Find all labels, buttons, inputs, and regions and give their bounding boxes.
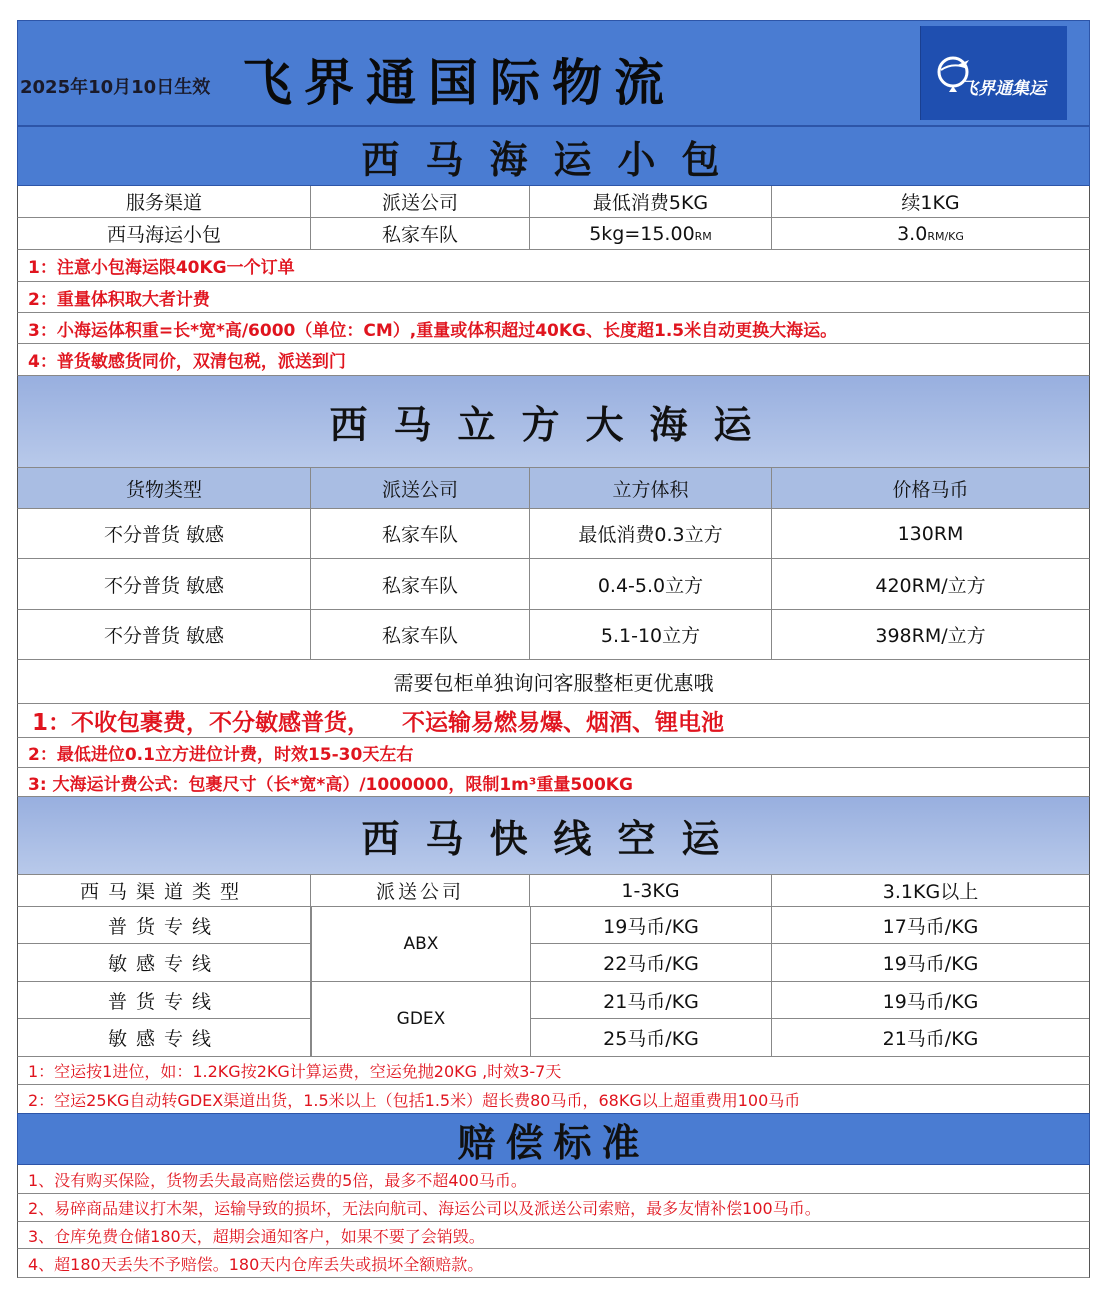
company-cell: 私家车队 [311,218,530,249]
table-row [17,559,1090,610]
logo [920,26,1067,120]
company-cell: 私家车队 [311,610,530,659]
compensation-title: 赔偿标准 [457,1120,650,1165]
volume-cell: 最低消费0.3立方 [530,509,772,558]
company-cell-gdex [311,982,530,1056]
price-1-3kg-cell: 21马币/KG [530,982,772,1018]
compensation-note: 3、仓库免费仓储180天，超期会通知客户，如果不要了会销毁。 [17,1222,1090,1249]
air-note: 2：空运25KG自动转GDEX渠道出货，1.5米以上（包括1.5米）超长费80马币，68KG以上超重费用100马币 [17,1085,1090,1113]
air-header-row [17,875,1090,907]
price-over-3kg-cell: 19马币/KG [882,990,979,1013]
sea-cubic-title-bar [17,375,1090,468]
volume-cell: 0.4-5.0立方 [530,559,772,609]
sea-small-note: 3：小海运体积重=长*宽*高/6000（单位：CM）,重量或体积超过40KG、长度超1.5米自动更换大海运。 [17,313,1090,344]
air-title-bar [17,797,1090,875]
company-abx: ABX [403,934,439,954]
header-cell: 1-3KG [530,875,772,906]
price-over-3kg-cell: 19马币/KG [882,953,979,975]
table-row [18,907,1089,944]
logo-text: 飞界通集运 [961,79,1046,99]
air-title: 西马快线空运 [361,817,746,861]
price-over-3kg-cell: 17马币/KG [882,915,979,938]
company-cell: 私家车队 [311,509,530,558]
table-row [17,509,1090,559]
company-gdex: GDEX [396,1009,446,1029]
header-cell: 最低消费5KG [530,186,772,217]
header-cell: 货物类型 [18,468,311,508]
sea-small-note: 4：普货敏感货同价，双清包税，派送到门 [17,344,1090,375]
extra-price-value: 3.0 [897,222,928,245]
line-type-cell: 普货专线 [18,982,311,1018]
compensation-note: 1、没有购买保险，货物丢失最高赔偿运费的5倍，最多不超400马币。 [17,1165,1090,1194]
cargo-type-cell: 不分普货 敏感 [18,509,311,558]
compensation-title-bar [17,1113,1090,1165]
price-cell: 398RM/立方 [772,610,1089,659]
extra-price-unit: RM/KG [927,230,964,243]
cargo-type-cell: 不分普货 敏感 [18,610,311,659]
sea-cubic-header-row [17,468,1090,509]
header-cell: 派送公司 [311,186,530,217]
sea-cubic-note: 1：不收包裹费，不分敏感普货， 不运输易燃易爆、烟酒、锂电池 [17,704,1090,738]
sea-cubic-note: 2：最低进位0.1立方进位计费，时效15-30天左右 [17,738,1090,768]
header-cell: 派送公司 [311,875,530,906]
price-1-3kg-cell: 25马币/KG [530,1019,772,1056]
price-cell: 420RM/立方 [772,559,1089,609]
header-cell: 3.1KG以上 [882,881,979,903]
header-cell: 续1KG [901,192,960,214]
line-type-cell: 敏感专线 [18,1019,311,1056]
company-cell: 私家车队 [311,559,530,609]
table-row [17,610,1090,660]
table-row [18,1019,1089,1056]
compensation-note: 4、超180天丢失不予赔偿。180天内仓库丢失或损坏全额赔款。 [17,1249,1090,1278]
min-price-cell [530,218,772,249]
table-row [18,944,1089,982]
min-price-value: 5kg=15.00 [589,222,695,245]
price-cell: 130RM [772,509,1089,558]
air-table-body [17,907,1090,1057]
cargo-type-cell: 不分普货 敏感 [18,559,311,609]
sea-small-header-row [17,186,1090,218]
min-price-unit: RM [694,230,712,243]
sea-small-note: 2：重量体积取大者计费 [17,282,1090,313]
volume-cell: 5.1-10立方 [530,610,772,659]
header-cell: 西马渠道类型 [18,875,311,906]
effective-date: 2025年10月10日生效 [20,77,211,98]
extra-price-cell [772,218,1089,249]
header-cell: 服务渠道 [18,186,311,217]
container-note-row [17,660,1090,704]
header-cell: 派送公司 [311,468,530,508]
sea-small-title-bar [17,126,1090,186]
header-row [17,20,1090,126]
sea-small-title: 西马海运小包 [361,137,746,182]
company-title: 飞界通国际物流 [242,54,676,112]
container-note: 需要包柜单独询问客服整柜更优惠哦 [393,671,714,695]
sea-small-data-row [17,218,1090,250]
line-type-cell: 普货专线 [18,907,311,943]
compensation-note: 2、易碎商品建议打木架，运输导致的损坏，无法向航司、海运公司以及派送公司索赔，最多友情补偿100马币。 [17,1194,1090,1222]
sea-small-note: 1：注意小包海运限40KG一个订单 [17,250,1090,282]
header-cell: 价格马币 [892,478,969,501]
sea-cubic-title: 西马立方大海运 [329,403,778,447]
price-1-3kg-cell: 22马币/KG [530,944,772,981]
company-cell-abx [311,907,530,982]
price-over-3kg-cell: 21马币/KG [882,1028,979,1050]
line-type-cell: 敏感专线 [18,944,311,981]
price-1-3kg-cell: 19马币/KG [530,907,772,943]
sea-cubic-note: 3: 大海运计费公式：包裹尺寸（长*宽*高）/1000000，限制1m³重量500KG [17,768,1090,797]
air-note: 1：空运按1进位，如：1.2KG按2KG计算运费，空运免抛20KG ,时效3-7天 [17,1057,1090,1085]
header-cell: 立方体积 [530,468,772,508]
channel-cell: 西马海运小包 [18,218,311,249]
price-sheet [17,20,1090,1278]
table-row [18,982,1089,1019]
